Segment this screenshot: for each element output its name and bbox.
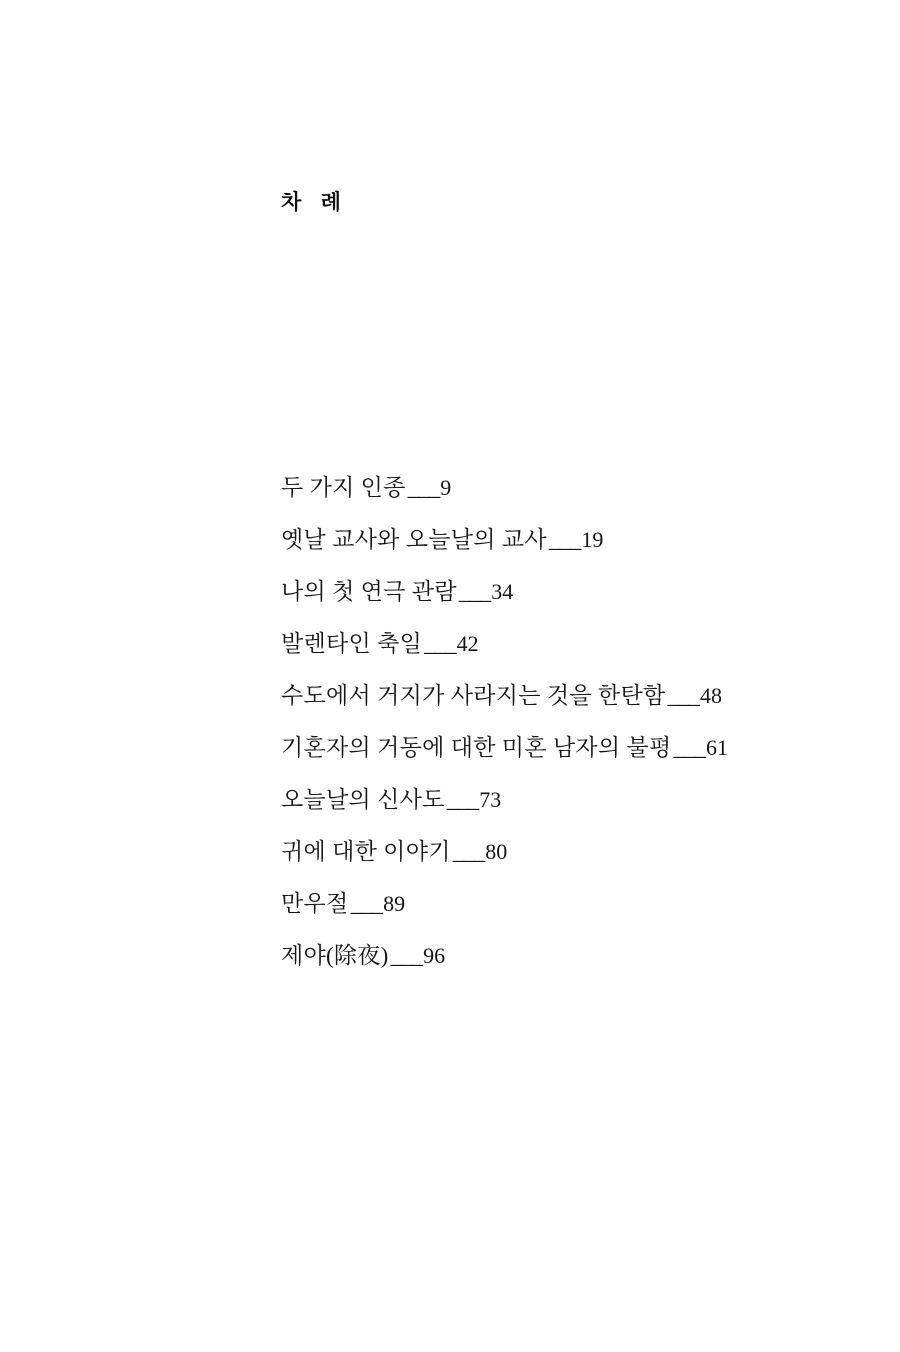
list-item[interactable]	[281, 566, 841, 618]
toc-entry-page: 19	[581, 527, 604, 552]
toc-entry-page: 34	[491, 579, 514, 604]
toc-entry-title: 나의 첫 연극 관람	[281, 579, 457, 604]
toc-entry-title: 오늘날의 신사도	[281, 787, 445, 812]
toc-entry-title: 발렌타인 축일	[281, 631, 423, 656]
toc-entry-page: 42	[456, 631, 479, 656]
list-item[interactable]	[281, 878, 841, 930]
toc-entry-page: 89	[383, 891, 406, 916]
toc-entry-leader: ___	[667, 683, 699, 708]
toc-entry-title: 만우절	[281, 891, 349, 916]
list-item[interactable]	[281, 670, 841, 722]
toc-entry-page: 96	[423, 943, 446, 968]
toc-entry-page: 61	[706, 735, 729, 760]
table-of-contents-list	[281, 462, 841, 982]
toc-entry-leader: ___	[407, 475, 440, 500]
toc-entry-title: 제야(除夜)	[281, 943, 389, 968]
list-item[interactable]	[281, 514, 841, 566]
toc-entry-title: 귀에 대한 이야기	[281, 839, 451, 864]
toc-entry-leader: ___	[673, 735, 706, 760]
toc-entry-leader: ___	[424, 631, 456, 656]
toc-entry-page: 80	[485, 839, 508, 864]
toc-entry-page: 73	[479, 787, 502, 812]
toc-entry-leader: ___	[458, 579, 491, 604]
toc-entry-page: 9	[440, 475, 452, 500]
toc-entry-title: 기혼자의 거동에 대한 미혼 남자의 불평	[281, 735, 672, 760]
list-item[interactable]	[281, 722, 841, 774]
list-item[interactable]	[281, 618, 841, 670]
list-item[interactable]	[281, 826, 841, 878]
toc-entry-leader: ___	[350, 891, 383, 916]
toc-entry-leader: ___	[390, 943, 423, 968]
toc-entry-page: 48	[700, 683, 722, 708]
toc-entry-leader: ___	[452, 839, 485, 864]
page-title: 차 례	[281, 190, 347, 214]
toc-entry-leader: ___	[446, 787, 479, 812]
list-item[interactable]	[281, 930, 841, 982]
toc-entry-title: 두 가지 인종	[281, 475, 406, 500]
toc-entry-title: 수도에서 거지가 사라지는 것을 한탄함	[281, 683, 666, 708]
list-item[interactable]	[281, 462, 841, 514]
toc-entry-leader: ___	[548, 527, 581, 552]
list-item[interactable]	[281, 774, 841, 826]
toc-entry-title: 옛날 교사와 오늘날의 교사	[281, 527, 547, 552]
